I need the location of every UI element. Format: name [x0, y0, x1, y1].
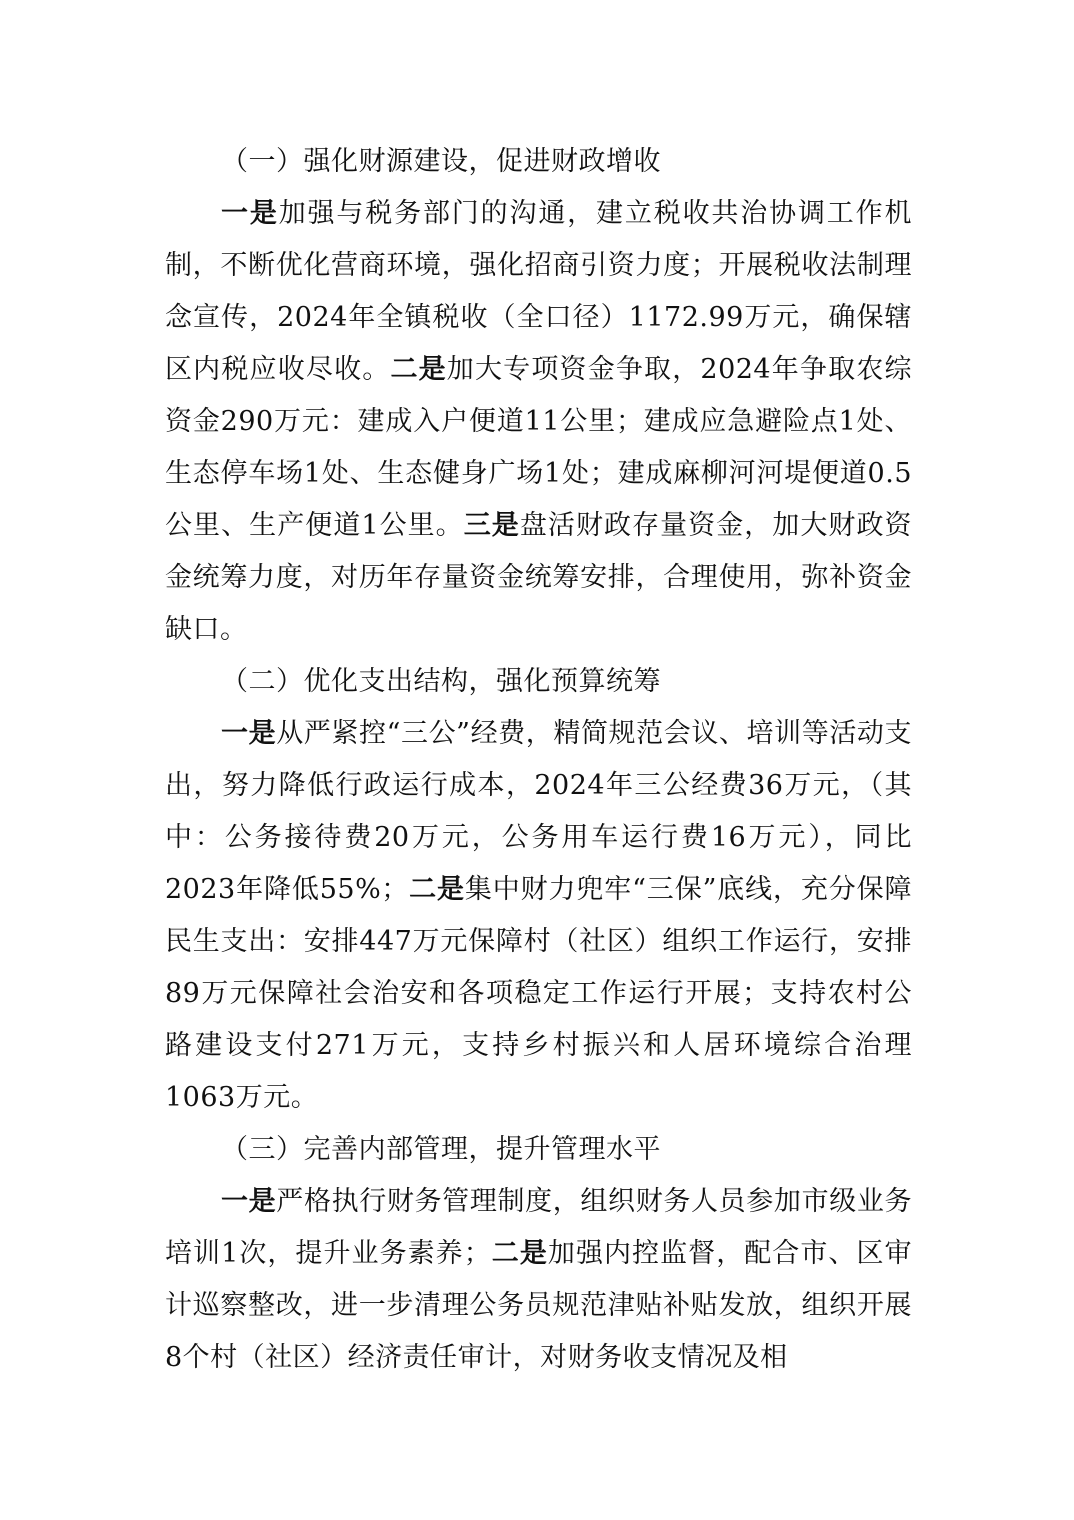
- paragraph-text: 加强内控监督，配合市、区审计巡察整改，进一步清理公务员规范津贴补贴发放，组织开展8个村（社区）经济责任审计，对财务收支情况及相: [165, 1238, 912, 1373]
- keyword-first: 一是: [221, 1186, 277, 1217]
- keyword-second: 二是: [390, 354, 447, 385]
- section-heading-1: （一）强化财源建设，促进财政增收: [221, 146, 661, 177]
- section-paragraph-2: [165, 708, 912, 1124]
- paragraph-text: 集中财力兜牢“三保”底线，充分保障民生支出：安排447万元保障村（社区）组织工作运行，安排89万元保障社会治安和各项稳定工作运行开展；支持农村公路建设支付271万元，支持乡村振兴和人居环境综合治理1063万元。: [165, 874, 913, 1113]
- keyword-second: 二是: [491, 1238, 548, 1269]
- paragraph-text: 加强与税务部门的沟通，建立税收共治协调工作机制，不断优化营商环境，强化招商引资力度；开展税收法制理念宣传，2024年全镇税收（全口径）1172.99万元，确保辖区内税应收尽收。: [165, 198, 913, 385]
- keyword-second: 二是: [408, 874, 465, 905]
- paragraph-text: 从严紧控“三公”经费，精简规范会议、培训等活动支出，努力降低行政运行成本，2024年三公经费36万元，（其中：公务接待费20万元，公务用车运行费16万元），同比2023年降低55%；: [165, 718, 913, 905]
- keyword-third: 三是: [463, 510, 520, 541]
- paragraph-text: 加大专项资金争取，2024年争取农综资金290万元：建成入户便道11公里；建成应急避险点1处、生态停车场1处、生态健身广场1处；建成麻柳河河堤便道0.5公里、生产便道1公里。: [165, 354, 913, 541]
- keyword-first: 一是: [221, 198, 279, 229]
- section-paragraph-1: [165, 188, 912, 656]
- section-paragraph-3: [165, 1176, 912, 1384]
- document-body: [165, 136, 912, 1384]
- keyword-first: 一是: [221, 718, 277, 749]
- section-heading-2: （二）优化支出结构，强化预算统筹: [221, 666, 661, 697]
- paragraph-text: 盘活财政存量资金，加大财政资金统筹力度，对历年存量资金统筹安排，合理使用，弥补资金缺口。: [165, 510, 912, 645]
- section-heading-3: （三）完善内部管理，提升管理水平: [221, 1134, 661, 1165]
- paragraph-text: 严格执行财务管理制度，组织财务人员参加市级业务培训1次，提升业务素养；: [165, 1186, 913, 1269]
